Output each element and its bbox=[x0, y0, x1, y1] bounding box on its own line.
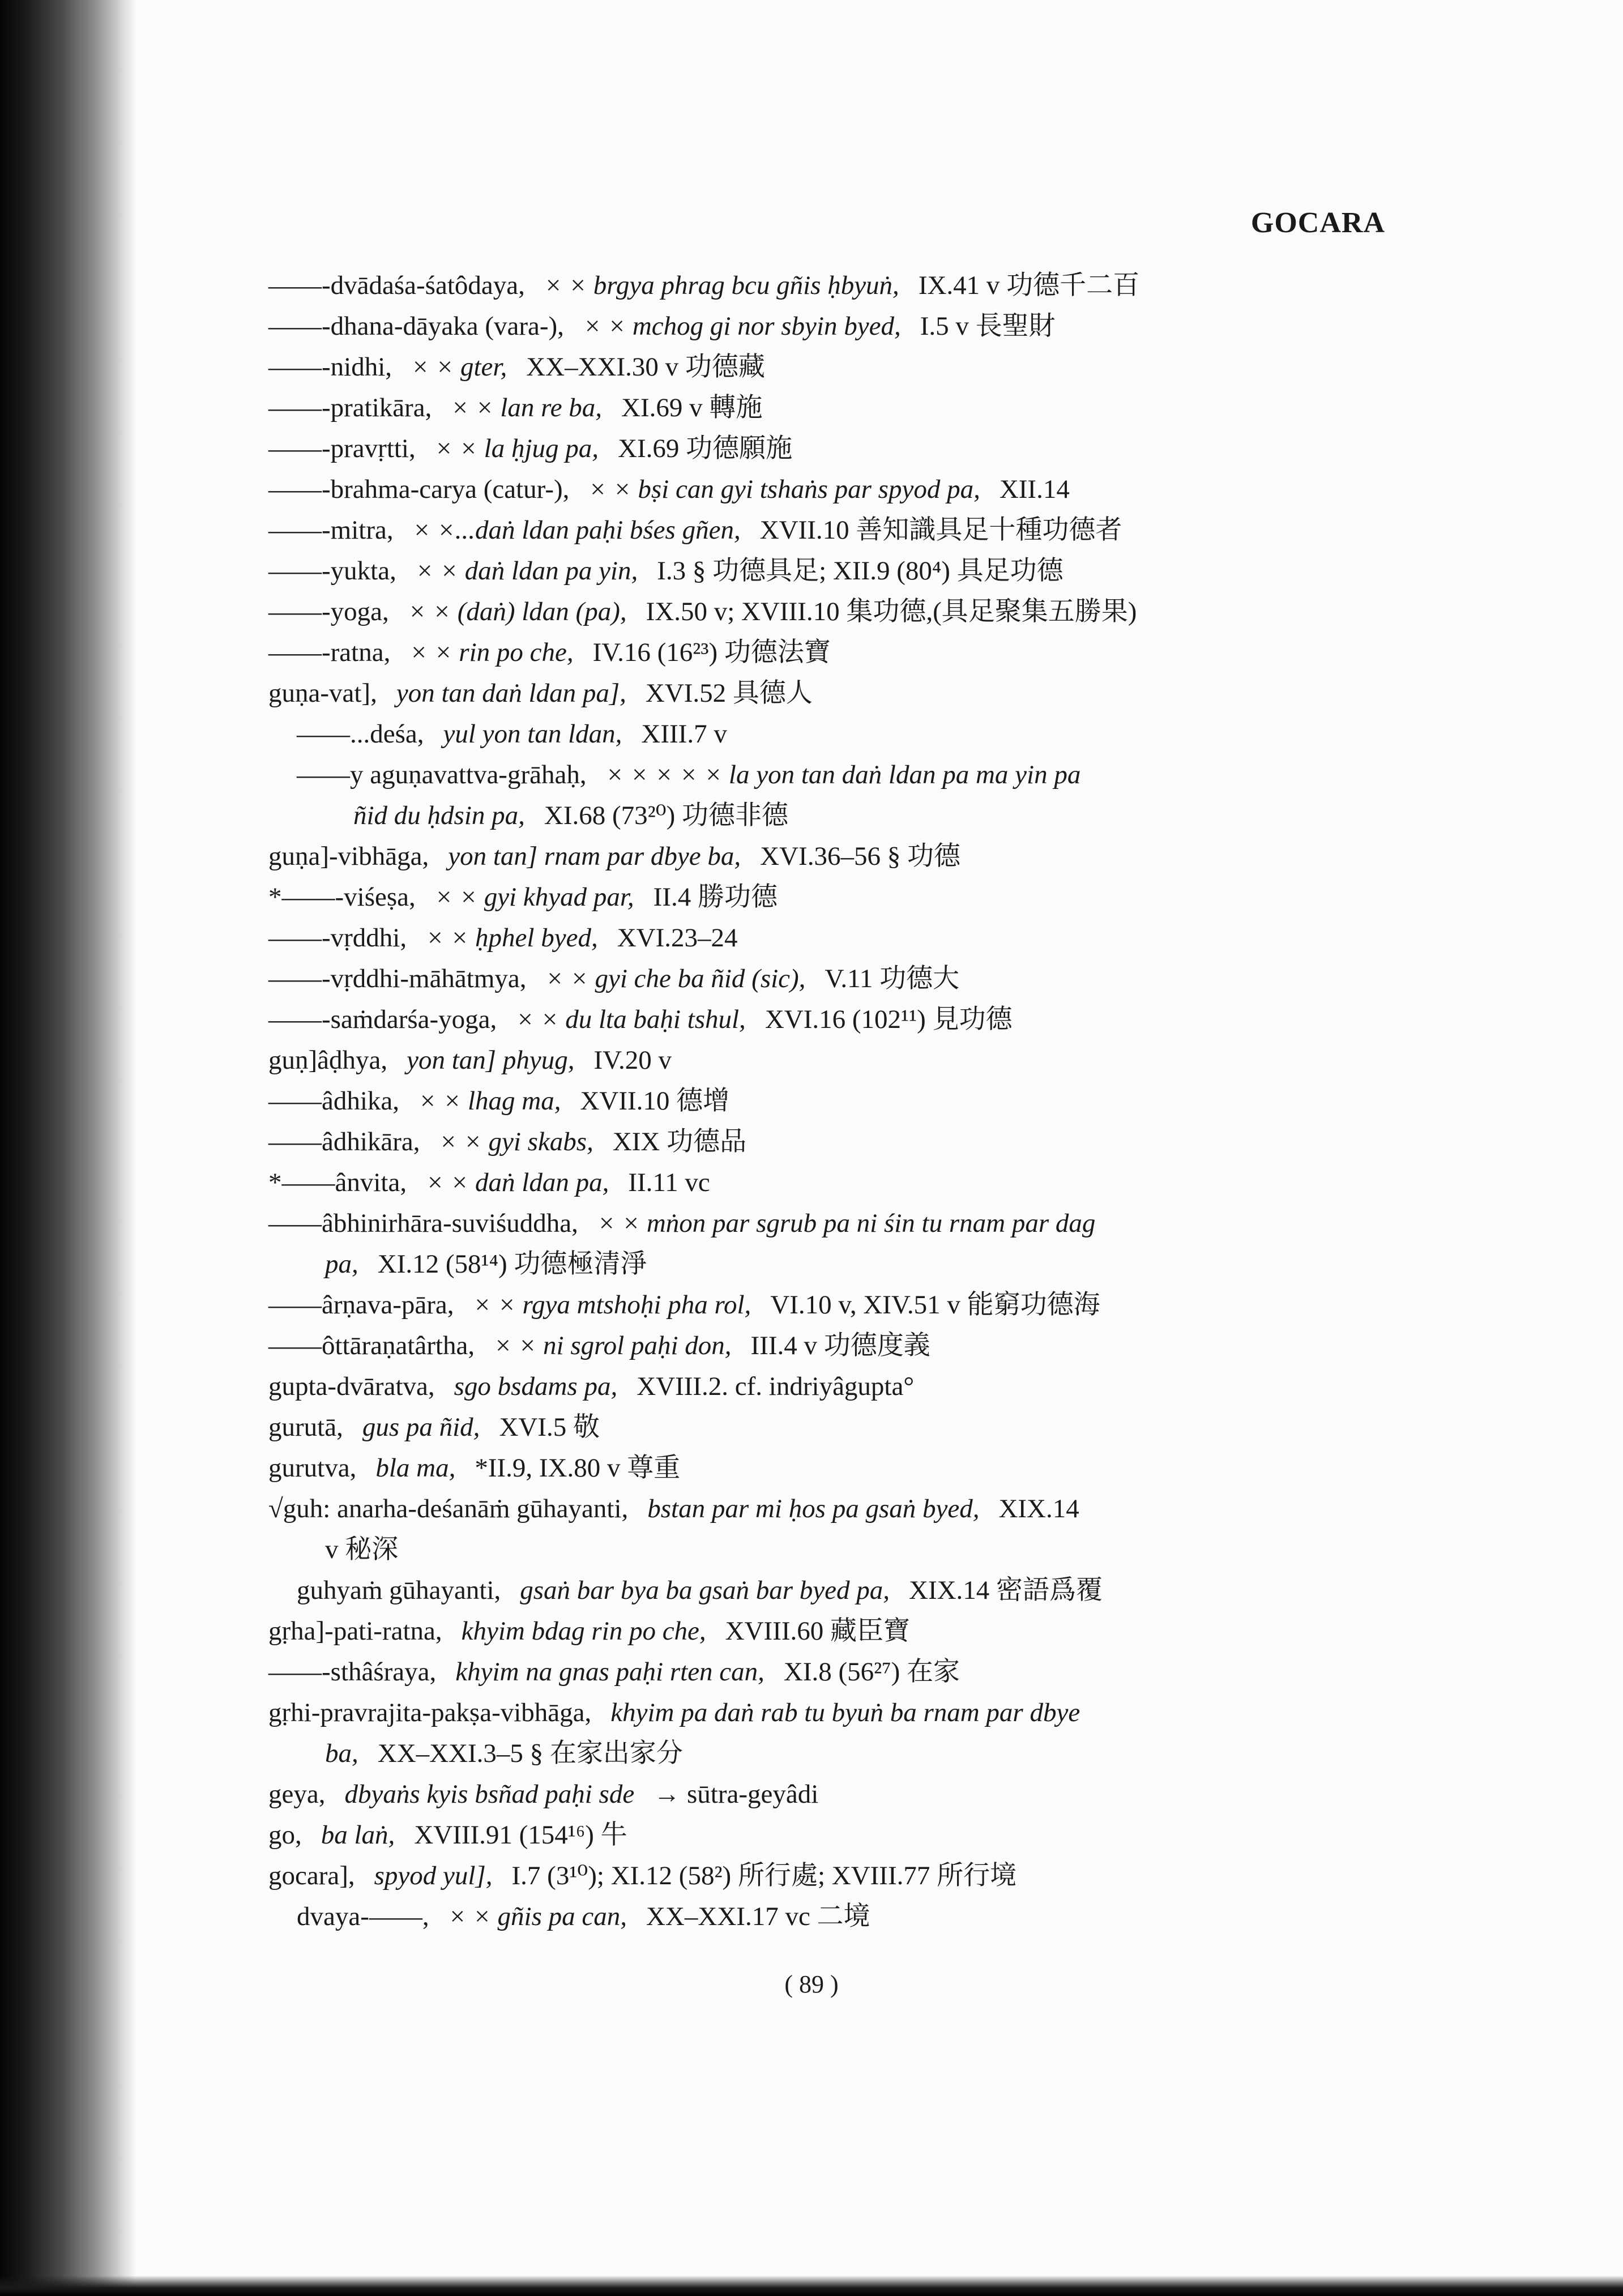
entry-line bbox=[268, 1325, 1395, 1366]
reference-and-chinese: XI.68 (73²⁰) 功德非德 bbox=[544, 801, 788, 830]
entry-line bbox=[297, 1570, 1395, 1611]
dictionary-entry bbox=[268, 1651, 1395, 1692]
entry-line bbox=[268, 591, 1395, 632]
sanskrit-headword: ——-yukta, bbox=[268, 556, 396, 586]
dictionary-entry bbox=[268, 1081, 1395, 1121]
dictionary-entry bbox=[268, 1815, 1395, 1855]
tibetan-equivalent: × × mchog gi nor sbyin byed, bbox=[583, 311, 901, 341]
sanskrit-headword: ——-sthâśraya, bbox=[268, 1657, 437, 1687]
entry-line bbox=[268, 1855, 1395, 1896]
book-spine-shadow bbox=[0, 0, 136, 2296]
reference-and-chinese: XVII.10 善知識具足十種功德者 bbox=[759, 515, 1122, 545]
tibetan-equivalent: × × daṅ ldan pa, bbox=[426, 1168, 609, 1197]
sanskrit-headword: ——-brahma-carya (catur-), bbox=[268, 475, 570, 504]
reference-and-chinese: II.4 勝功德 bbox=[653, 882, 778, 912]
entry-line bbox=[268, 1121, 1395, 1162]
dictionary-entry bbox=[268, 510, 1395, 550]
entry-line bbox=[268, 1407, 1395, 1448]
dictionary-entry bbox=[268, 1203, 1395, 1284]
dictionary-entry bbox=[268, 1040, 1395, 1081]
entry-line bbox=[268, 1774, 1395, 1815]
sanskrit-headword: ——-dhana-dāyaka (vara-), bbox=[268, 311, 564, 341]
sanskrit-headword: ——-yoga, bbox=[268, 597, 389, 626]
sanskrit-headword: ——-vṛddhi, bbox=[268, 923, 407, 953]
entry-line bbox=[268, 877, 1395, 917]
entry-line bbox=[268, 347, 1395, 387]
reference-and-chinese: XVI.52 具德人 bbox=[645, 678, 813, 708]
reference-and-chinese: XVI.5 敬 bbox=[499, 1412, 600, 1442]
reference-and-chinese: IX.41 v 功德千二百 bbox=[918, 271, 1140, 300]
reference-and-chinese: XVI.36–56 § 功德 bbox=[760, 842, 960, 871]
sanskrit-headword: ——ôttāraṇatârtha, bbox=[268, 1331, 475, 1360]
tibetan-equivalent: × × ni sgrol paḥi don, bbox=[494, 1331, 732, 1360]
tibetan-equivalent: × ×...daṅ ldan paḥi bśes gñen, bbox=[412, 515, 741, 545]
tibetan-equivalent: khyim na gnas paḥi rten can, bbox=[455, 1657, 764, 1687]
sanskrit-headword: guhyaṁ gūhayanti, bbox=[297, 1576, 501, 1605]
tibetan-equivalent: khyim pa daṅ rab tu byuṅ ba rnam par dbye bbox=[610, 1698, 1080, 1727]
tibetan-equivalent: × × daṅ ldan pa yin, bbox=[415, 556, 638, 586]
reference-and-chinese: XVI.16 (102¹¹) 見功德 bbox=[764, 1005, 1013, 1034]
dictionary-entry bbox=[268, 347, 1395, 387]
reference-and-chinese: IV.16 (16²³) 功德法寶 bbox=[592, 638, 831, 667]
dictionary-entry bbox=[268, 1488, 1395, 1570]
sanskrit-headword: ——ârṇava-pāra, bbox=[268, 1290, 454, 1320]
dictionary-entry bbox=[268, 550, 1395, 591]
entry-line bbox=[268, 1203, 1395, 1244]
dictionary-entry bbox=[268, 469, 1395, 510]
tibetan-equivalent: bla ma, bbox=[375, 1453, 456, 1483]
sanskrit-headword: ——y aguṇavattva-grāhaḥ, bbox=[297, 760, 587, 789]
tibetan-equivalent: × × ḥphel byed, bbox=[426, 923, 598, 953]
dictionary-entry bbox=[268, 1774, 1395, 1815]
reference-and-chinese: XI.8 (56²⁷) 在家 bbox=[783, 1657, 960, 1687]
dictionary-entry bbox=[268, 1121, 1395, 1162]
dictionary-entry bbox=[268, 1407, 1395, 1448]
tibetan-equivalent: × × gyi skabs, bbox=[439, 1127, 593, 1156]
tibetan-equivalent: ba laṅ, bbox=[321, 1820, 395, 1850]
reference-and-chinese: XX–XXI.30 v 功德藏 bbox=[526, 352, 765, 382]
sanskrit-headword: gṛha]-pati-ratna, bbox=[268, 1616, 442, 1646]
sanskrit-headword: ——âdhikāra, bbox=[268, 1127, 420, 1156]
page-number: ( 89 ) bbox=[784, 1970, 839, 1998]
entry-line bbox=[268, 306, 1395, 347]
tibetan-equivalent: × × gñis pa can, bbox=[448, 1902, 627, 1931]
entry-line bbox=[268, 999, 1395, 1040]
reference-and-chinese: XVIII.2. cf. indriyâgupta° bbox=[637, 1372, 915, 1401]
tibetan-equivalent: × × gter, bbox=[411, 352, 507, 382]
tibetan-equivalent: gus pa ñid, bbox=[362, 1412, 480, 1442]
dictionary-entry bbox=[268, 714, 1395, 754]
entry-line bbox=[268, 1284, 1395, 1325]
tibetan-equivalent: × × (daṅ) ldan (pa), bbox=[408, 597, 627, 626]
tibetan-equivalent: × × bṣi can gyi tshaṅs par spyod pa, bbox=[588, 475, 980, 504]
reference-and-chinese: XI.12 (58¹⁴) 功德極清淨 bbox=[377, 1249, 647, 1279]
tibetan-equivalent: sgo bsdams pa, bbox=[454, 1372, 618, 1401]
dictionary-entry bbox=[268, 265, 1395, 306]
dictionary-entry bbox=[268, 1448, 1395, 1488]
reference-and-chinese: I.7 (3¹⁰); XI.12 (58²) 所行處; XVIII.77 所行境 bbox=[511, 1861, 1017, 1890]
dictionary-entry bbox=[268, 836, 1395, 877]
sanskrit-headword: ——-saṁdarśa-yoga, bbox=[268, 1005, 497, 1034]
dictionary-entry bbox=[268, 1570, 1395, 1611]
sanskrit-headword: ——âbhinirhāra-suviśuddha, bbox=[268, 1209, 578, 1238]
entry-line bbox=[297, 795, 1395, 836]
dictionary-entry bbox=[268, 632, 1395, 673]
reference-and-chinese: IV.20 v bbox=[593, 1045, 672, 1075]
dictionary-entry bbox=[268, 1896, 1395, 1937]
reference-and-chinese: XIX 功德品 bbox=[612, 1127, 747, 1156]
entry-line bbox=[268, 673, 1395, 714]
dictionary-entry bbox=[268, 754, 1395, 836]
reference-and-chinese: I.3 § 功德具足; XII.9 (80⁴) 具足功德 bbox=[657, 556, 1064, 586]
tibetan-equivalent: yon tan] rnam par dbye ba, bbox=[448, 842, 741, 871]
sanskrit-headword: *——ânvita, bbox=[268, 1168, 407, 1197]
entry-line bbox=[268, 958, 1395, 999]
dictionary-entry bbox=[268, 387, 1395, 428]
sanskrit-headword: ——-pravṛtti, bbox=[268, 434, 416, 463]
entry-line bbox=[268, 1611, 1395, 1651]
entry-line bbox=[268, 550, 1395, 591]
dictionary-entry bbox=[268, 306, 1395, 347]
entry-line bbox=[268, 836, 1395, 877]
dictionary-entry bbox=[268, 673, 1395, 714]
dictionary-entry bbox=[268, 428, 1395, 469]
entry-line bbox=[268, 1733, 1395, 1774]
reference-and-chinese: VI.10 v, XIV.51 v 能窮功德海 bbox=[770, 1290, 1100, 1320]
sanskrit-headword: guṇa]-vibhāga, bbox=[268, 842, 429, 871]
sanskrit-headword: ——-dvādaśa-śatôdaya, bbox=[268, 271, 525, 300]
dictionary-entry bbox=[268, 1366, 1395, 1407]
tibetan-equivalent: yul yon tan ldan, bbox=[443, 719, 622, 749]
tibetan-equivalent: × × rin po che, bbox=[409, 638, 574, 667]
sanskrit-headword: gupta-dvāratva, bbox=[268, 1372, 435, 1401]
entry-line bbox=[268, 428, 1395, 469]
dictionary-entry bbox=[268, 1692, 1395, 1774]
tibetan-equivalent: dbyaṅs kyis bsñad paḥi sde bbox=[344, 1779, 635, 1809]
dictionary-entry bbox=[268, 1162, 1395, 1203]
sanskrit-headword: √guh: anarha-deśanāṁ gūhayanti, bbox=[268, 1494, 629, 1523]
entry-line bbox=[268, 632, 1395, 673]
entry-line bbox=[268, 1815, 1395, 1855]
entry-line bbox=[268, 1651, 1395, 1692]
dictionary-entry bbox=[268, 1325, 1395, 1366]
reference-and-chinese: XIII.7 v bbox=[641, 719, 727, 749]
dictionary-entry bbox=[268, 877, 1395, 917]
reference-and-chinese: IX.50 v; XVIII.10 集功德,(具足聚集五勝果) bbox=[646, 597, 1137, 626]
tibetan-equivalent: × × × × × la yon tan daṅ ldan pa ma yin pa bbox=[605, 760, 1081, 789]
reference-and-chinese: XIX.14 密語爲覆 bbox=[909, 1576, 1103, 1605]
reference-and-chinese: v 秘深 bbox=[325, 1535, 399, 1564]
entry-list bbox=[268, 265, 1395, 1937]
entry-line bbox=[297, 754, 1395, 795]
sanskrit-headword: guṇa-vat], bbox=[268, 678, 377, 708]
sanskrit-headword: ——-mitra, bbox=[268, 515, 394, 545]
sanskrit-headword: ——-nidhi, bbox=[268, 352, 392, 382]
entry-line bbox=[268, 1244, 1395, 1284]
reference-and-chinese: I.5 v 長聖財 bbox=[920, 311, 1056, 341]
reference-and-chinese: XX–XXI.3–5 § 在家出家分 bbox=[377, 1739, 683, 1768]
reference-and-chinese: XI.69 功德願施 bbox=[618, 434, 793, 463]
sanskrit-headword: gṛhi-pravrajita-pakṣa-vibhāga, bbox=[268, 1698, 592, 1727]
sanskrit-headword: gurutā, bbox=[268, 1412, 343, 1442]
reference-and-chinese: XVI.23–24 bbox=[617, 923, 738, 953]
sanskrit-headword: ——âdhika, bbox=[268, 1086, 400, 1116]
reference-and-chinese: XVIII.60 藏臣寶 bbox=[725, 1616, 911, 1646]
scan-bottom-edge bbox=[0, 2276, 1623, 2296]
entry-line bbox=[268, 265, 1395, 306]
tibetan-equivalent: ñid du ḥdsin pa, bbox=[353, 801, 525, 830]
sanskrit-headword: ——-ratna, bbox=[268, 638, 391, 667]
entry-line bbox=[268, 387, 1395, 428]
reference-and-chinese: V.11 功德大 bbox=[825, 964, 960, 993]
tibetan-equivalent: yon tan] phyug, bbox=[407, 1045, 575, 1075]
dictionary-entry bbox=[268, 917, 1395, 958]
tibetan-equivalent: khyim bdag rin po che, bbox=[461, 1616, 706, 1646]
tibetan-equivalent: × × la ḥjug pa, bbox=[434, 434, 599, 463]
entry-line bbox=[268, 1488, 1395, 1529]
entry-line bbox=[268, 1692, 1395, 1733]
tibetan-equivalent: pa, bbox=[325, 1249, 358, 1279]
sanskrit-headword: ——...deśa, bbox=[297, 719, 424, 749]
reference-and-chinese: XVIII.91 (154¹⁶) 牛 bbox=[414, 1820, 627, 1850]
sanskrit-headword: *——-viśeṣa, bbox=[268, 882, 416, 912]
tibetan-equivalent: × × gyi che ba ñid (sic), bbox=[545, 964, 806, 993]
entry-line bbox=[268, 1081, 1395, 1121]
tibetan-equivalent: bstan par mi ḥos pa gsaṅ byed, bbox=[647, 1494, 980, 1523]
reference-and-chinese: XII.14 bbox=[999, 475, 1070, 504]
tibetan-equivalent: × × lan re ba, bbox=[451, 393, 603, 423]
tibetan-equivalent: × × gyi khyad par, bbox=[434, 882, 634, 912]
dictionary-entry bbox=[268, 591, 1395, 632]
entry-line bbox=[268, 469, 1395, 510]
dictionary-entry bbox=[268, 958, 1395, 999]
sanskrit-headword: gocara], bbox=[268, 1861, 355, 1890]
reference-and-chinese: II.11 vc bbox=[628, 1168, 710, 1197]
dictionary-entry bbox=[268, 999, 1395, 1040]
entry-line bbox=[297, 714, 1395, 754]
reference-and-chinese: XIX.14 bbox=[998, 1494, 1079, 1523]
entry-line bbox=[268, 1366, 1395, 1407]
reference-and-chinese: XI.69 v 轉施 bbox=[621, 393, 763, 423]
tibetan-equivalent: gsaṅ bar bya ba gsaṅ bar byed pa, bbox=[520, 1576, 890, 1605]
tibetan-equivalent: × × lhag ma, bbox=[418, 1086, 561, 1116]
running-head: GOCARA bbox=[1250, 207, 1385, 239]
reference-and-chinese: → sūtra-geyâdi bbox=[654, 1779, 819, 1809]
tibetan-equivalent: yon tan daṅ ldan pa], bbox=[396, 678, 626, 708]
entry-line bbox=[268, 917, 1395, 958]
tibetan-equivalent: × × du lta baḥi tshul, bbox=[516, 1005, 746, 1034]
sanskrit-headword: ——-pratikāra, bbox=[268, 393, 432, 423]
reference-and-chinese: III.4 v 功德度義 bbox=[750, 1331, 930, 1360]
tibetan-equivalent: × × brgya phrag bcu gñis ḥbyuṅ, bbox=[544, 271, 899, 300]
reference-and-chinese: XX–XXI.17 vc 二境 bbox=[646, 1902, 870, 1931]
dictionary-entry bbox=[268, 1611, 1395, 1651]
reference-and-chinese: *II.9, IX.80 v 尊重 bbox=[475, 1453, 681, 1483]
entry-line bbox=[268, 1040, 1395, 1081]
tibetan-equivalent: ba, bbox=[325, 1739, 358, 1768]
entry-line bbox=[268, 1162, 1395, 1203]
sanskrit-headword: gurutva, bbox=[268, 1453, 357, 1483]
dictionary-entry bbox=[268, 1284, 1395, 1325]
sanskrit-headword: go, bbox=[268, 1820, 302, 1850]
sanskrit-headword: ——-vṛddhi-māhātmya, bbox=[268, 964, 527, 993]
tibetan-equivalent: × × mṅon par sgrub pa ni śin tu rnam par dag bbox=[597, 1209, 1096, 1238]
tibetan-equivalent: spyod yul], bbox=[374, 1861, 493, 1890]
entry-line bbox=[268, 1529, 1395, 1570]
sanskrit-headword: guṇ]âḍhya, bbox=[268, 1045, 388, 1075]
entry-line bbox=[268, 1448, 1395, 1488]
reference-and-chinese: XVII.10 德增 bbox=[580, 1086, 730, 1116]
sanskrit-headword: geya, bbox=[268, 1779, 326, 1809]
tibetan-equivalent: × × rgya mtshoḥi pha rol, bbox=[473, 1290, 751, 1320]
entry-line bbox=[268, 510, 1395, 550]
entry-line bbox=[297, 1896, 1395, 1937]
sanskrit-headword: dvaya-——, bbox=[297, 1902, 429, 1931]
dictionary-entry bbox=[268, 1855, 1395, 1896]
